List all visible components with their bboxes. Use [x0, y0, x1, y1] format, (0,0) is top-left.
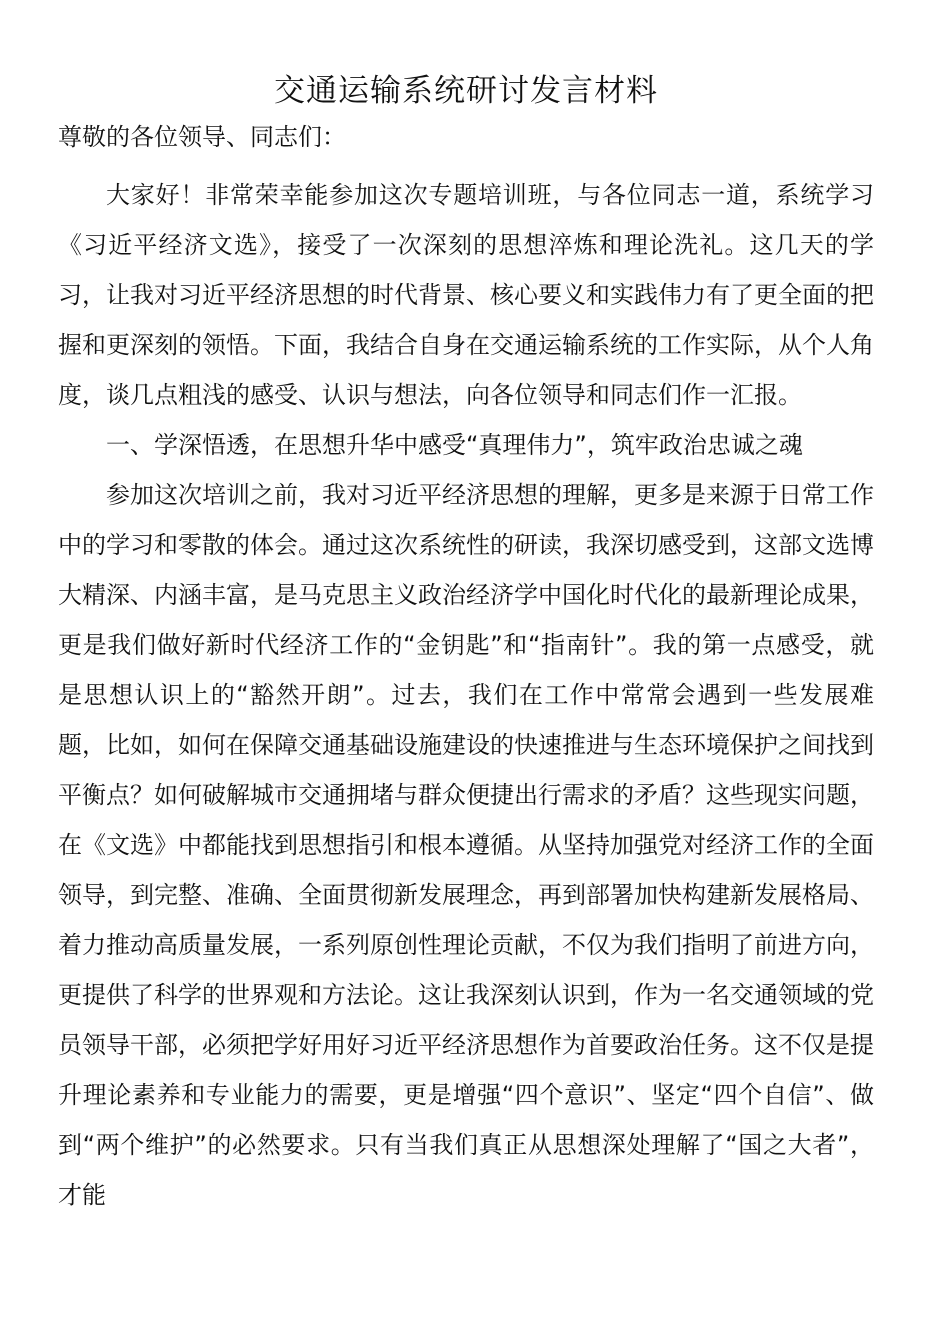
- document-title: 交通运输系统研讨发言材料: [274, 73, 658, 109]
- document-page: [58, 62, 874, 1220]
- paragraph-opening: 大家好！非常荣幸能参加这次专题培训班，与各位同志一道，系统学习《习近平经济文选》，接受了一次深刻的思想淬炼和理论洗礼。这几天的学习，让我对习近平经济思想的时代背景、核心要义和实践伟力有了更全面的把握和更深刻的领悟。下面，我结合自身在交通运输系统的工作实际，从个人角度，谈几点粗浅的感受、认识与想法，向各位领导和同志们作一汇报。: [58, 181, 874, 409]
- paragraph-section-1-body: 参加这次培训之前，我对习近平经济思想的理解，更多是来源于日常工作中的学习和零散的体会。通过这次系统性的研读，我深切感受到，这部文选博大精深、内涵丰富，是马克思主义政治经济学中国化时代化的最新理论成果，更是我们做好新时代经济工作的“金钥匙”和“指南针”。我的第一点感受，就是思想认识上的“豁然开朗”。过去，我们在工作中常常会遇到一些发展难题，比如，如何在保障交通基础设施建设的快速推进与生态环境保护之间找到平衡点？如何破解城市交通拥堵与群众便捷出行需求的矛盾？这些现实问题，在《文选》中都能找到思想指引和根本遵循。从坚持加强党对经济工作的全面领导，到完整、准确、全面贯彻新发展理念，再到部署加快构建新发展格局、着力推动高质量发展，一系列原创性理论贡献，不仅为我们指明了前进方向，更提供了科学的世界观和方法论。这让我深刻认识到，作为一名交通领域的党员领导干部，必须把学好用好习近平经济思想作为首要政治任务。这不仅是提升理论素养和专业能力的需要，更是增强“四个意识”、坚定“四个自信”、做到“两个维护”的必然要求。只有当我们真正从思想深处理解了“国之大者”，才能: [58, 481, 874, 1209]
- section-heading-1: 一、学深悟透，在思想升华中感受“真理伟力”，筑牢政治忠诚之魂: [106, 431, 803, 459]
- salutation: 尊敬的各位领导、同志们：: [58, 123, 346, 151]
